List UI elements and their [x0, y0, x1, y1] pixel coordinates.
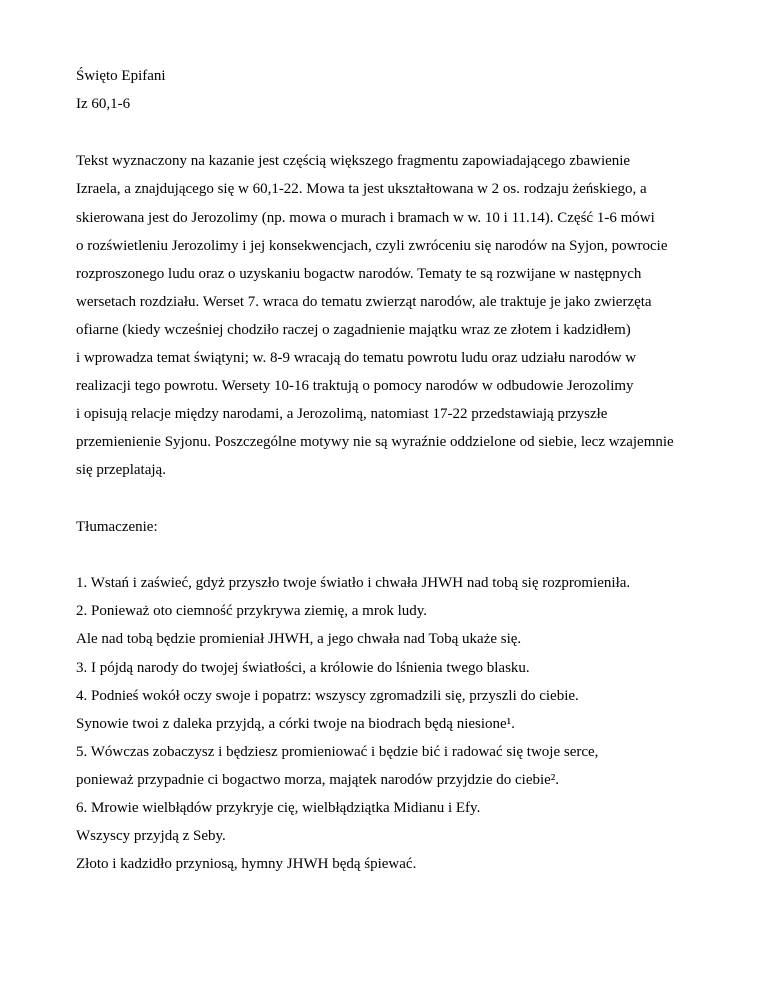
- paragraph-line: Tekst wyznaczony na kazanie jest częścią większego fragmentu zapowiadającego zbawienie: [76, 153, 631, 169]
- paragraph-line: Izraela, a znajdującego się w 60,1-22. Mowa ta jest ukształtowana w 2 os. rodzaju żeńskiego, a: [76, 181, 647, 197]
- paragraph-line: o rozświetleniu Jerozolimy i jej konsekwencjach, czyli zwróceniu się narodów na Syjon, powrocie: [76, 238, 668, 254]
- paragraph-line: się przeplatają.: [76, 462, 166, 478]
- document-title: Święto Epifani: [76, 68, 166, 84]
- verse-line: Ale nad tobą będzie promieniał JHWH, a jego chwała nad Tobą ukaże się.: [76, 631, 522, 647]
- paragraph-line: wersetach rozdziału. Werset 7. wraca do tematu zwierząt narodów, ale traktuje je jako zwierzęta: [76, 294, 652, 310]
- verse-line: 2. Ponieważ oto ciemność przykrywa ziemię, a mrok ludy.: [76, 603, 428, 619]
- paragraph-line: realizacji tego powrotu. Wersety 10-16 traktują o pomocy narodów w odbudowie Jerozolimy: [76, 378, 634, 394]
- scripture-reference: Iz 60,1-6: [76, 96, 131, 112]
- verse-line: Synowie twoi z daleka przyjdą, a córki twoje na biodrach będą niesione¹.: [76, 716, 515, 732]
- translation-heading: Tłumaczenie:: [76, 519, 158, 535]
- verse-line: 3. I pójdą narody do twojej światłości, a królowie do lśnienia twego blasku.: [76, 660, 530, 676]
- paragraph-line: i opisują relacje między narodami, a Jerozolimą, natomiast 17-22 przedstawiają przyszłe: [76, 406, 608, 422]
- paragraph-line: i wprowadza temat świątyni; w. 8-9 wracają do tematu powrotu ludu oraz udziału narodów w: [76, 350, 637, 366]
- paragraph-line: skierowana jest do Jerozolimy (np. mowa o murach i bramach w w. 10 i 11.14). Część 1-6 mówi: [76, 210, 655, 226]
- verse-line: 6. Mrowie wielbłądów przykryje cię, wielbłądziątka Midianu i Efy.: [76, 800, 481, 816]
- verse-line: 1. Wstań i zaświeć, gdyż przyszło twoje światło i chwała JHWH nad tobą się rozpromieniła.: [76, 575, 631, 591]
- paragraph-line: przemienienie Syjonu. Poszczególne motywy nie są wyraźnie oddzielone od siebie, lecz wzajemnie: [76, 434, 674, 450]
- paragraph-line: ofiarne (kiedy wcześniej chodziło raczej o zagadnienie majątku wraz ze złotem i kadzidłem): [76, 322, 631, 338]
- verse-line: Wszyscy przyjdą z Seby.: [76, 828, 226, 844]
- paragraph-line: rozproszonego ludu oraz o uzyskaniu bogactw narodów. Tematy te są rozwijane w następnych: [76, 266, 642, 282]
- verse-line: ponieważ przypadnie ci bogactwo morza, majątek narodów przyjdzie do ciebie².: [76, 772, 560, 788]
- verse-line: 5. Wówczas zobaczysz i będziesz promieniować i będzie bić i radować się twoje serce,: [76, 744, 599, 760]
- verse-line: Złoto i kadzidło przyniosą, hymny JHWH będą śpiewać.: [76, 856, 417, 872]
- verse-line: 4. Podnieś wokół oczy swoje i popatrz: wszyscy zgromadzili się, przyszli do ciebie.: [76, 688, 579, 704]
